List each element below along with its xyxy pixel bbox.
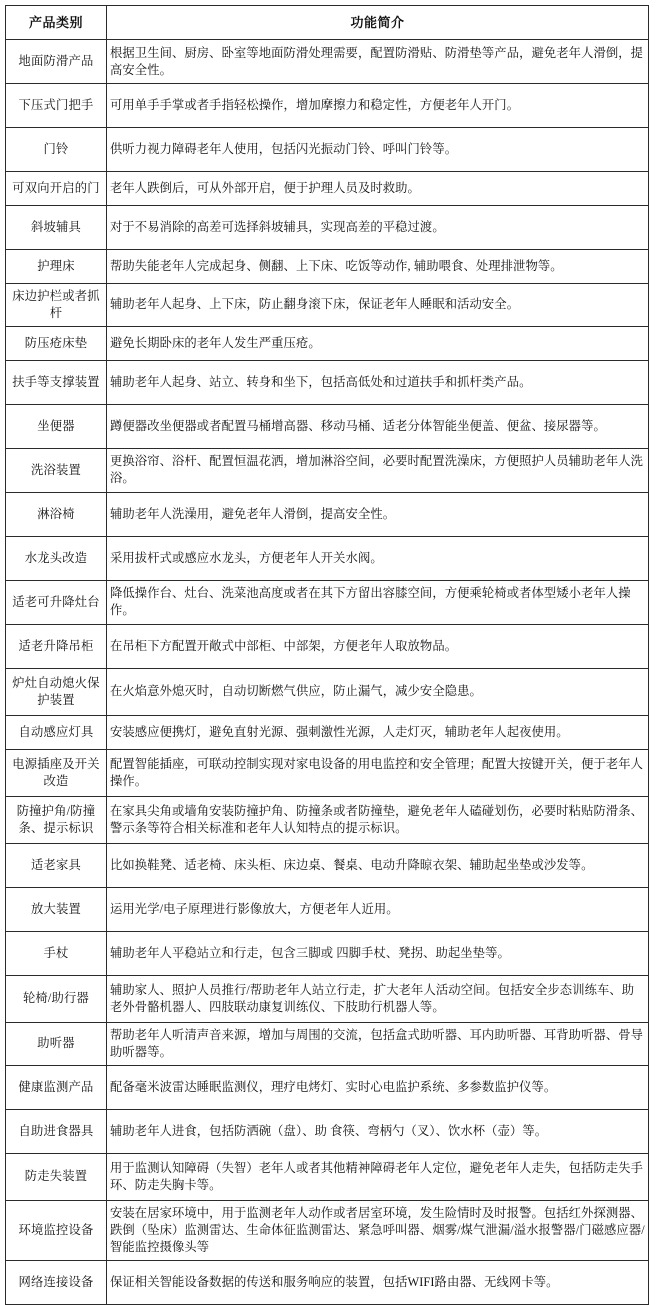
table-row [6,360,649,404]
table-row [6,975,649,1022]
cell-function-description: 保证相关智能设备数据的传送和服务响应的装置，包括WIFI路由器、无线网卡等。 [107,1260,649,1304]
table-row [6,84,649,128]
table-row [6,668,649,715]
table-row [6,250,649,284]
table-row [6,580,649,624]
cell-function-description: 辅助老年人起身、上下床，防止翻身滚下床，保证老年人睡眠和活动安全。 [107,284,649,327]
column-header-description: 功能简介 [107,6,649,40]
cell-function-description: 帮助老年人听清声音来源，增加与周围的交流，包括盒式助听器、耳内助听器、耳背助听器、骨导助听器等。 [107,1022,649,1065]
cell-product-category: 斜坡辅具 [6,206,107,250]
cell-product-category: 护理床 [6,250,107,284]
table-header-row [6,6,649,40]
cell-product-category: 适老升降吊柜 [6,624,107,668]
table-row [6,931,649,975]
cell-function-description: 降低操作台、灶台、洗菜池高度或者在其下方留出容膝空间，方便乘轮椅或者体型矮小老年人操作。 [107,580,649,624]
cell-product-category: 轮椅/助行器 [6,975,107,1022]
cell-function-description: 在吊柜下方配置开敞式中部柜、中部架，方便老年人取放物品。 [107,624,649,668]
cell-function-description: 避免长期卧床的老年人发生严重压疮。 [107,326,649,360]
cell-product-category: 网络连接设备 [6,1260,107,1304]
cell-function-description: 辅助老年人洗澡用，避免老年人滑倒，提高安全性。 [107,492,649,536]
cell-function-description: 安装在居家环境中，用于监测老年人动作或者居室环境，发生险情时及时报警。包括红外探测器、跌倒（坠床）监测雷达、生命体征监测雷达、紧急呼叫器、烟雾/煤气泄漏/溢水报警器/门磁感应器/智能监控摄像头等 [107,1200,649,1260]
cell-function-description: 配备毫米波雷达睡眠监测仪，理疗电烤灯、实时心电监护系统、多参数监护仪等。 [107,1065,649,1109]
cell-product-category: 环境监控设备 [6,1200,107,1260]
table-row [6,796,649,843]
product-category-table [5,5,649,1305]
table-header [6,6,649,40]
cell-product-category: 手杖 [6,931,107,975]
table-row [6,749,649,796]
cell-product-category: 防撞护角/防撞条、提示标识 [6,796,107,843]
table-row [6,624,649,668]
column-header-category: 产品类别 [6,6,107,40]
cell-product-category: 防压疮床垫 [6,326,107,360]
cell-product-category: 下压式门把手 [6,84,107,128]
cell-product-category: 扶手等支撑装置 [6,360,107,404]
cell-product-category: 可双向开启的门 [6,172,107,206]
cell-function-description: 蹲便器改坐便器或者配置马桶增高器、移动马桶、适老分体智能坐便盖、便盆、接尿器等。 [107,404,649,448]
cell-product-category: 淋浴椅 [6,492,107,536]
cell-function-description: 辅助老年人进食，包括防洒碗（盘）、助 食筷、弯柄勺（叉）、饮水杯（壶）等。 [107,1109,649,1153]
cell-product-category: 适老可升降灶台 [6,580,107,624]
cell-function-description: 老年人跌倒后，可从外部开启，便于护理人员及时救助。 [107,172,649,206]
cell-product-category: 水龙头改造 [6,536,107,580]
cell-function-description: 在家具尖角或墙角安装防撞护角、防撞条或者防撞垫，避免老年人磕碰划伤，必要时粘贴防滑条、警示条等符合相关标准和老年人认知特点的提示标识。 [107,796,649,843]
cell-product-category: 适老家具 [6,843,107,887]
table-row [6,843,649,887]
table-row [6,1022,649,1065]
table-row [6,492,649,536]
table-row [6,206,649,250]
cell-product-category: 防走失装置 [6,1153,107,1200]
cell-function-description: 辅助家人、照护人员推行/帮助老年人站立行走，扩大老年人活动空间。包括安全步态训练车、助老外骨骼机器人、四肢联动康复训练仪、下肢助行机器人等。 [107,975,649,1022]
cell-function-description: 运用光学/电子原理进行影像放大，方便老年人近用。 [107,887,649,931]
cell-function-description: 采用拔杆式或感应水龙头，方便老年人开关水阀。 [107,536,649,580]
table-row [6,172,649,206]
cell-function-description: 帮助失能老年人完成起身、侧翻、上下床、吃饭等动作, 辅助喂食、处理排泄物等。 [107,250,649,284]
table-body [6,40,649,1305]
table-row [6,284,649,327]
cell-product-category: 炉灶自动熄火保护装置 [6,668,107,715]
table-row [6,1109,649,1153]
cell-product-category: 放大装置 [6,887,107,931]
table-row [6,1065,649,1109]
table-row [6,536,649,580]
cell-function-description: 比如换鞋凳、适老椅、床头柜、床边桌、餐桌、电动升降晾衣架、辅助起坐垫或沙发等。 [107,843,649,887]
cell-function-description: 供听力视力障碍老年人使用，包括闪光振动门铃、呼叫门铃等。 [107,128,649,172]
cell-product-category: 坐便器 [6,404,107,448]
table-row [6,1153,649,1200]
table-row [6,326,649,360]
cell-product-category: 床边护栏或者抓杆 [6,284,107,327]
cell-product-category: 助听器 [6,1022,107,1065]
table-row [6,887,649,931]
cell-function-description: 辅助老年人平稳站立和行走，包含三脚或 四脚手杖、凳拐、助起坐垫等。 [107,931,649,975]
table-row [6,1260,649,1304]
table-row [6,1200,649,1260]
table-row [6,40,649,84]
cell-product-category: 健康监测产品 [6,1065,107,1109]
cell-function-description: 可用单手手掌或者手指轻松操作，增加摩擦力和稳定性，方便老年人开门。 [107,84,649,128]
table-row [6,715,649,749]
cell-function-description: 用于监测认知障碍（失智）老年人或者其他精神障碍老年人定位，避免老年人走失，包括防走失手环、防走失胸卡等。 [107,1153,649,1200]
cell-product-category: 地面防滑产品 [6,40,107,84]
cell-function-description: 更换浴帘、浴杆、配置恒温花洒，增加淋浴空间，必要时配置洗澡床，方便照护人员辅助老年人洗浴。 [107,448,649,492]
cell-product-category: 自助进食器具 [6,1109,107,1153]
cell-function-description: 安装感应便携灯，避免直射光源、强刺激性光源，人走灯灭，辅助老年人起夜使用。 [107,715,649,749]
cell-function-description: 在火焰意外熄灭时，自动切断燃气供应，防止漏气，减少安全隐患。 [107,668,649,715]
cell-product-category: 洗浴装置 [6,448,107,492]
table-row [6,404,649,448]
cell-function-description: 配置智能插座，可联动控制实现对家电设备的用电监控和安全管理；配置大按键开关，便于老年人操作。 [107,749,649,796]
cell-function-description: 根据卫生间、厨房、卧室等地面防滑处理需要，配置防滑贴、防滑垫等产品，避免老年人滑倒，提高安全性。 [107,40,649,84]
cell-product-category: 自动感应灯具 [6,715,107,749]
cell-function-description: 辅助老年人起身、站立、转身和坐下，包括高低处和过道扶手和抓杆类产品。 [107,360,649,404]
cell-product-category: 门铃 [6,128,107,172]
table-row [6,448,649,492]
cell-function-description: 对于不易消除的高差可选择斜坡辅具，实现高差的平稳过渡。 [107,206,649,250]
table-row [6,128,649,172]
cell-product-category: 电源插座及开关改造 [6,749,107,796]
